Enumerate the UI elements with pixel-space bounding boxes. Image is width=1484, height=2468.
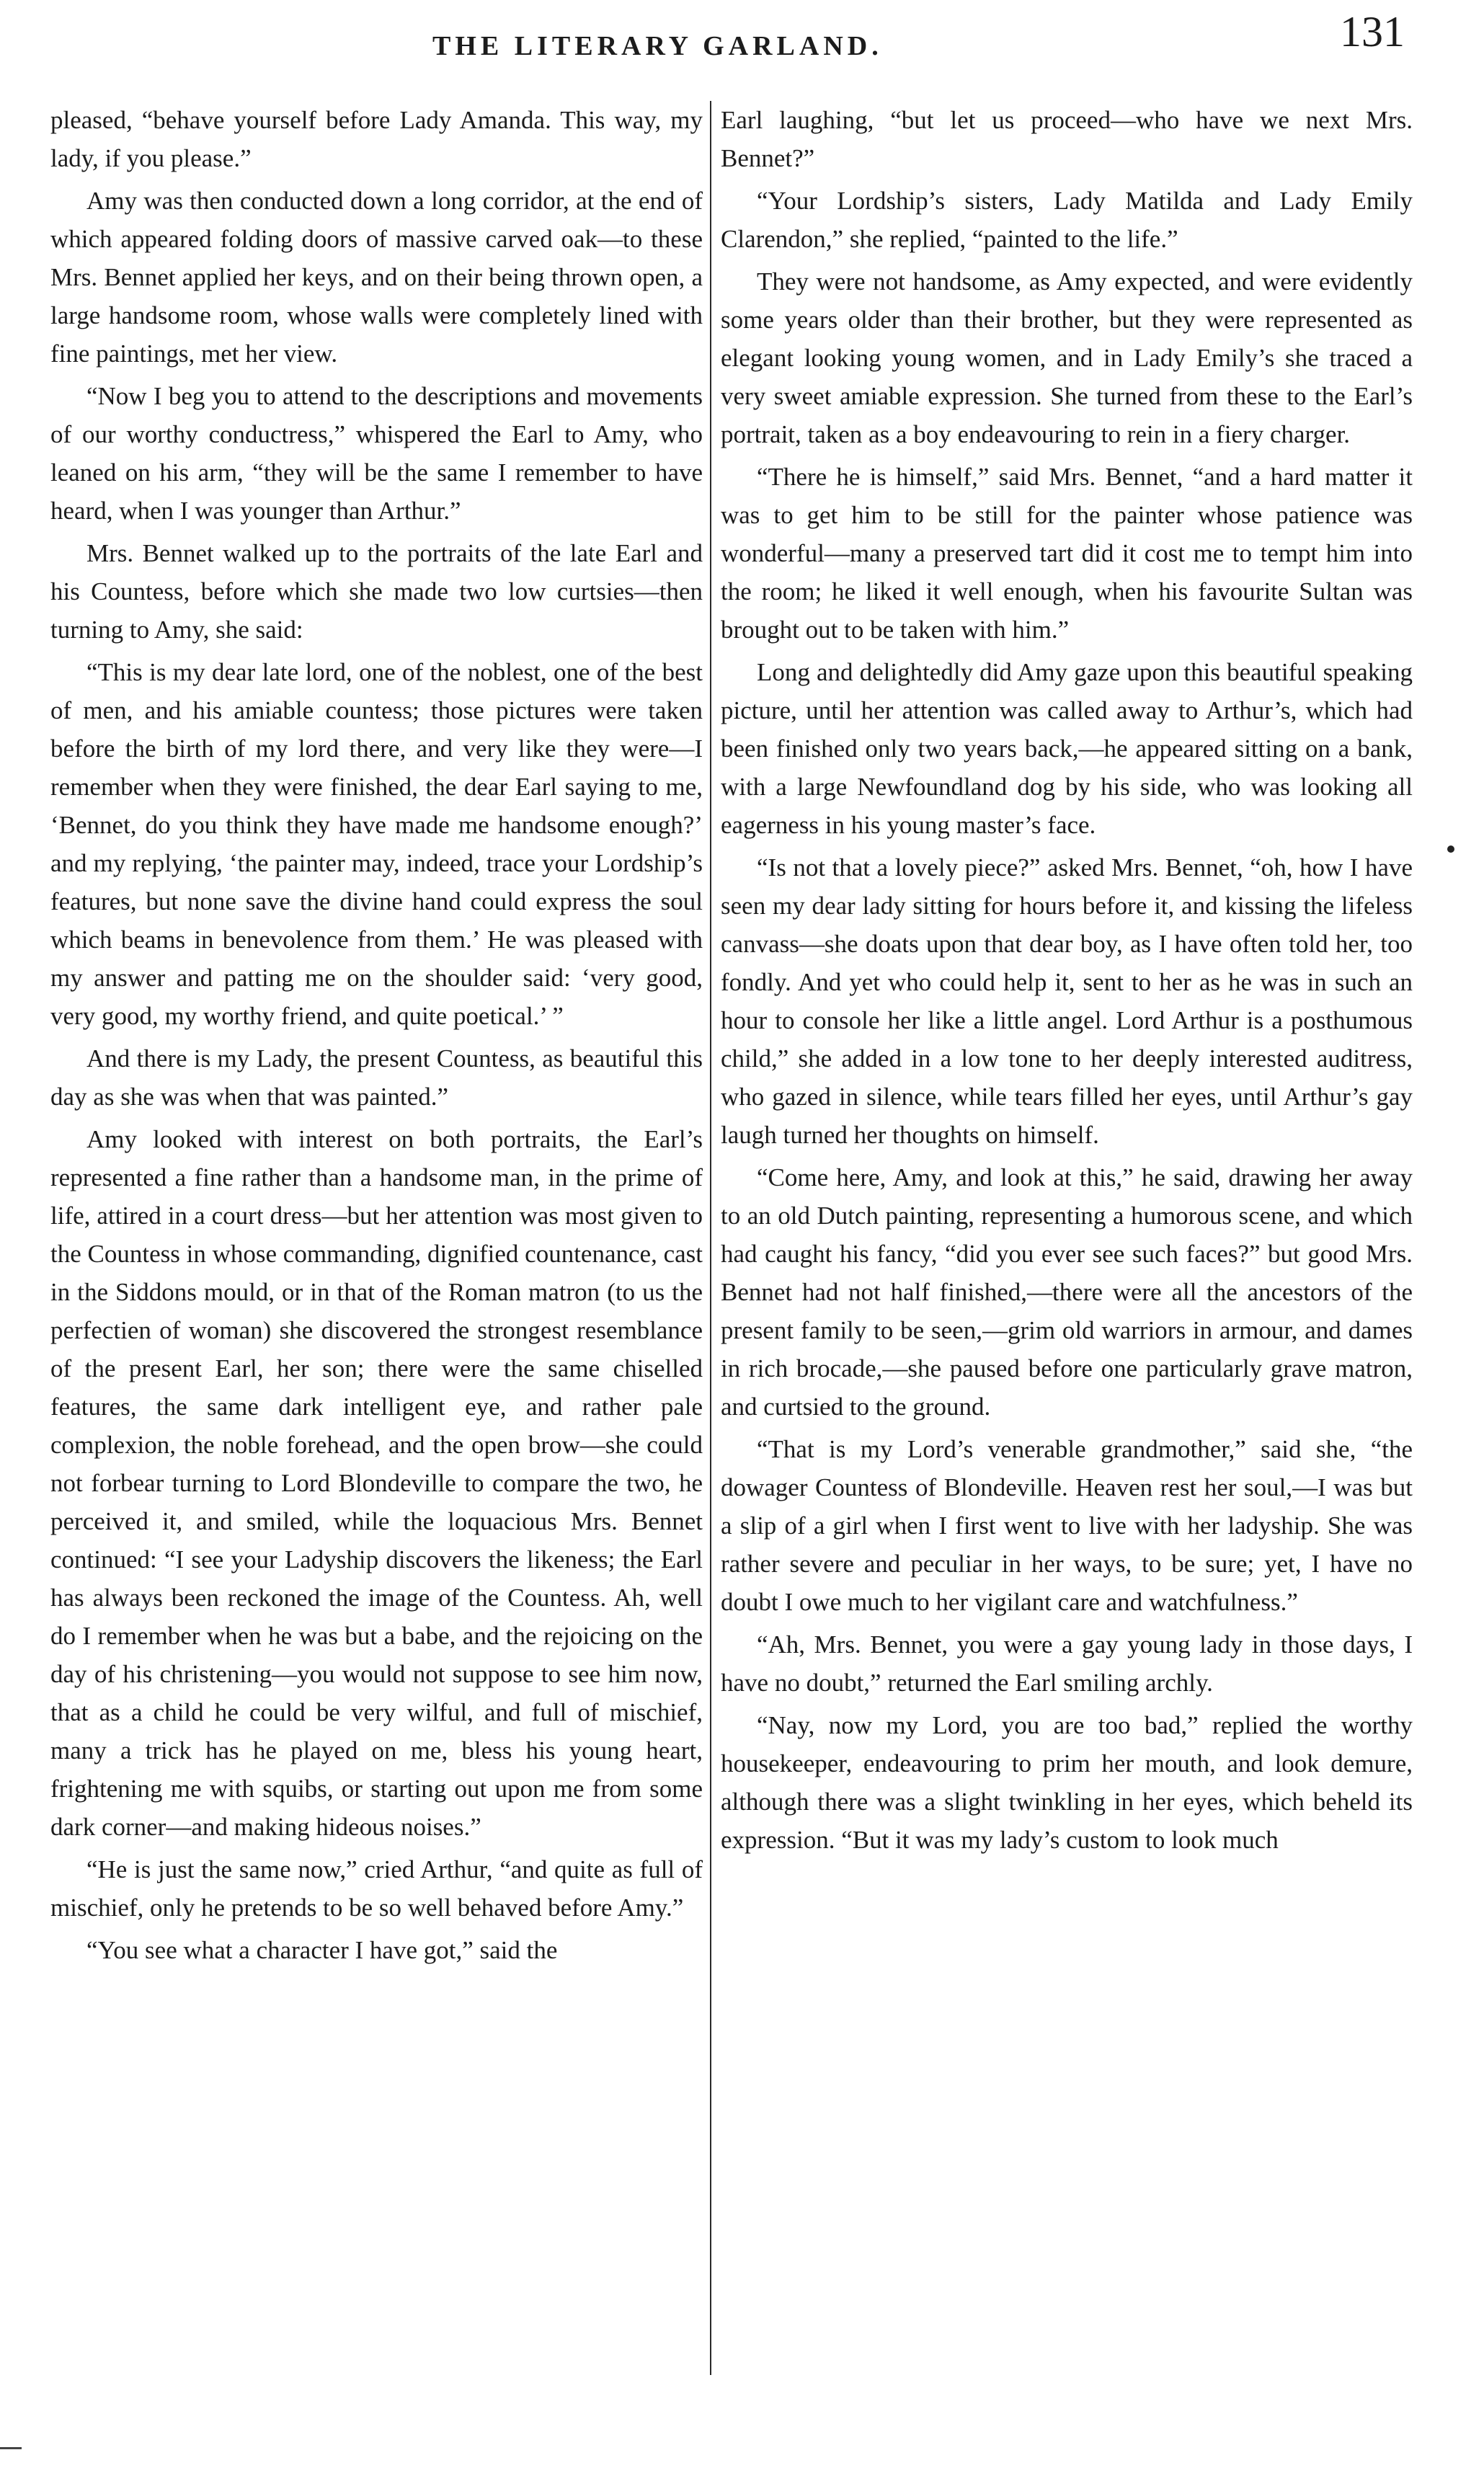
- paragraph: “He is just the same now,” cried Arthur, “and quite as full of mischief, only he pretends to be so well behaved before Amy.”: [50, 1855, 703, 1922]
- running-title: THE LITERARY GARLAND.: [432, 31, 883, 61]
- paragraph: “Your Lordship’s sisters, Lady Matilda and Lady Emily Clarendon,” she replied, “painted to the life.”: [721, 187, 1413, 253]
- paragraph: And there is my Lady, the present Countess, as beautiful this day as she was when that was painted.”: [50, 1044, 703, 1111]
- left-column: [50, 101, 703, 1974]
- paragraph: “Come here, Amy, and look at this,” he said, drawing her away to an old Dutch painting, representing a humorous scene, and which had caught his fancy, “did you ever see such faces?” but good Mrs. Bennet had not half finished,—there were all the ancestors of the present family to be seen,—grim old warriors in armour, and dames in rich brocade,—she paused before one particularly grave matron, and curtsied to the ground.: [721, 1163, 1413, 1421]
- paragraph: pleased, “behave yourself before Lady Amanda. This way, my lady, if you please.”: [50, 106, 703, 172]
- paragraph: “Nay, now my Lord, you are too bad,” replied the worthy housekeeper, endeavouring to prim her mouth, and look demure, although there was a slight twinkling in her eyes, which beheld its expression. “But it was my lady’s custom to look much: [721, 1711, 1413, 1854]
- paragraph: Long and delightedly did Amy gaze upon this beautiful speaking picture, until her attention was called away to Arthur’s, which had been finished only two years back,—he appeared sitting on a bank, with a large Newfoundland dog by his side, who was looking all eagerness in his young master’s face.: [721, 658, 1413, 839]
- paragraph: They were not handsome, as Amy expected, and were evidently some years older than their brother, but they were represented as elegant looking young women, and in Lady Emily’s she traced a very sweet amiable expression. She turned from these to the Earl’s portrait, taken as a boy endeavouring to rein in a fiery charger.: [721, 267, 1413, 448]
- paragraph: Earl laughing, “but let us proceed—who have we next Mrs. Bennet?”: [721, 106, 1413, 172]
- paragraph: “There he is himself,” said Mrs. Bennet, “and a hard matter it was to get him to be still for the painter whose patience was wonderful—many a preserved tart did it cost me to tempt him into the room; he liked it well enough, when his favourite Sultan was brought out to be taken with him.”: [721, 463, 1413, 644]
- paragraph: “You see what a character I have got,” said the: [86, 1936, 558, 1964]
- right-column: [721, 101, 1413, 1863]
- ink-speck: [1447, 845, 1454, 853]
- paragraph: “This is my dear late lord, one of the noblest, one of the best of men, and his amiable countess; those pictures were taken before the birth of my lord there, and very like they were—I remember when they were finished, the dear Earl saying to me, ‘Bennet, do you think they have made me handsome enough?’ and my replying, ‘the painter may, indeed, trace your Lordship’s features, but none save the divine hand could express the soul which beams in benevolence from them.’ He was pleased with my answer and patting me on the shoulder said: ‘very good, very good, my worthy friend, and quite poetical.’ ”: [50, 658, 703, 1030]
- page-number: 131: [1340, 8, 1405, 56]
- scan-edge-mark: [0, 2447, 22, 2449]
- paragraph: Amy looked with interest on both portraits, the Earl’s represented a fine rather than a handsome man, in the prime of life, attired in a court dress—but her attention was most given to the Countess in whose commanding, dignified countenance, cast in the Siddons mould, or in that of the Roman matron (to us the perfectien of woman) she discovered the strongest resemblance of the present Earl, her son; there were the same chiselled features, the same dark intelligent eye, and rather pale complexion, the noble forehead, and the open brow—she could not forbear turning to Lord Blondeville to compare the two, he perceived it, and smiled, while the loquacious Mrs. Bennet continued: “I see your Ladyship discovers the likeness; the Earl has always been reckoned the image of the Countess. Ah, well do I remember when he was but a babe, and the rejoicing on the day of his christening—you would not suppose to see him now, that as a child he could be very wilful, and full of mischief, many a trick has he played on me, bless his young heart, frightening me with squibs, or starting out upon me from some dark corner—and making hideous noises.”: [50, 1125, 703, 1841]
- paragraph: “Now I beg you to attend to the descriptions and movements of our worthy conductress,” whispered the Earl to Amy, who leaned on his arm, “they will be the same I remember to have heard, when I was younger than Arthur.”: [50, 382, 703, 525]
- paragraph: Mrs. Bennet walked up to the portraits of the late Earl and his Countess, before which she made two low curtsies—then turning to Amy, she said:: [50, 539, 703, 644]
- paragraph: “Is not that a lovely piece?” asked Mrs. Bennet, “oh, how I have seen my dear lady sitting for hours before it, and kissing the lifeless canvass—she doats upon that dear boy, as I have often told her, too fondly. And yet who could help it, sent to her as he was in such an hour to console her like a little angel. Lord Arthur is a posthumous child,” she added in a low tone to her deeply interested auditress, who gazed in silence, while tears filled her eyes, until Arthur’s gay laugh turned her thoughts on himself.: [721, 853, 1413, 1149]
- paragraph: “Ah, Mrs. Bennet, you were a gay young lady in those days, I have no doubt,” returned the Earl smiling archly.: [721, 1630, 1413, 1697]
- paragraph: “That is my Lord’s venerable grandmother,” said she, “the dowager Countess of Blondeville. Heaven rest her soul,—I was but a slip of a girl when I first went to live with her ladyship. She was rather severe and peculiar in her ways, to be sure; yet, I have no doubt I owe much to her vigilant care and watchfulness.”: [721, 1435, 1413, 1616]
- paragraph: Amy was then conducted down a long corridor, at the end of which appeared folding doors of massive carved oak—to these Mrs. Bennet applied her keys, and on their being thrown open, a large handsome room, whose walls were completely lined with fine paintings, met her view.: [50, 187, 703, 368]
- column-divider: [710, 101, 711, 2375]
